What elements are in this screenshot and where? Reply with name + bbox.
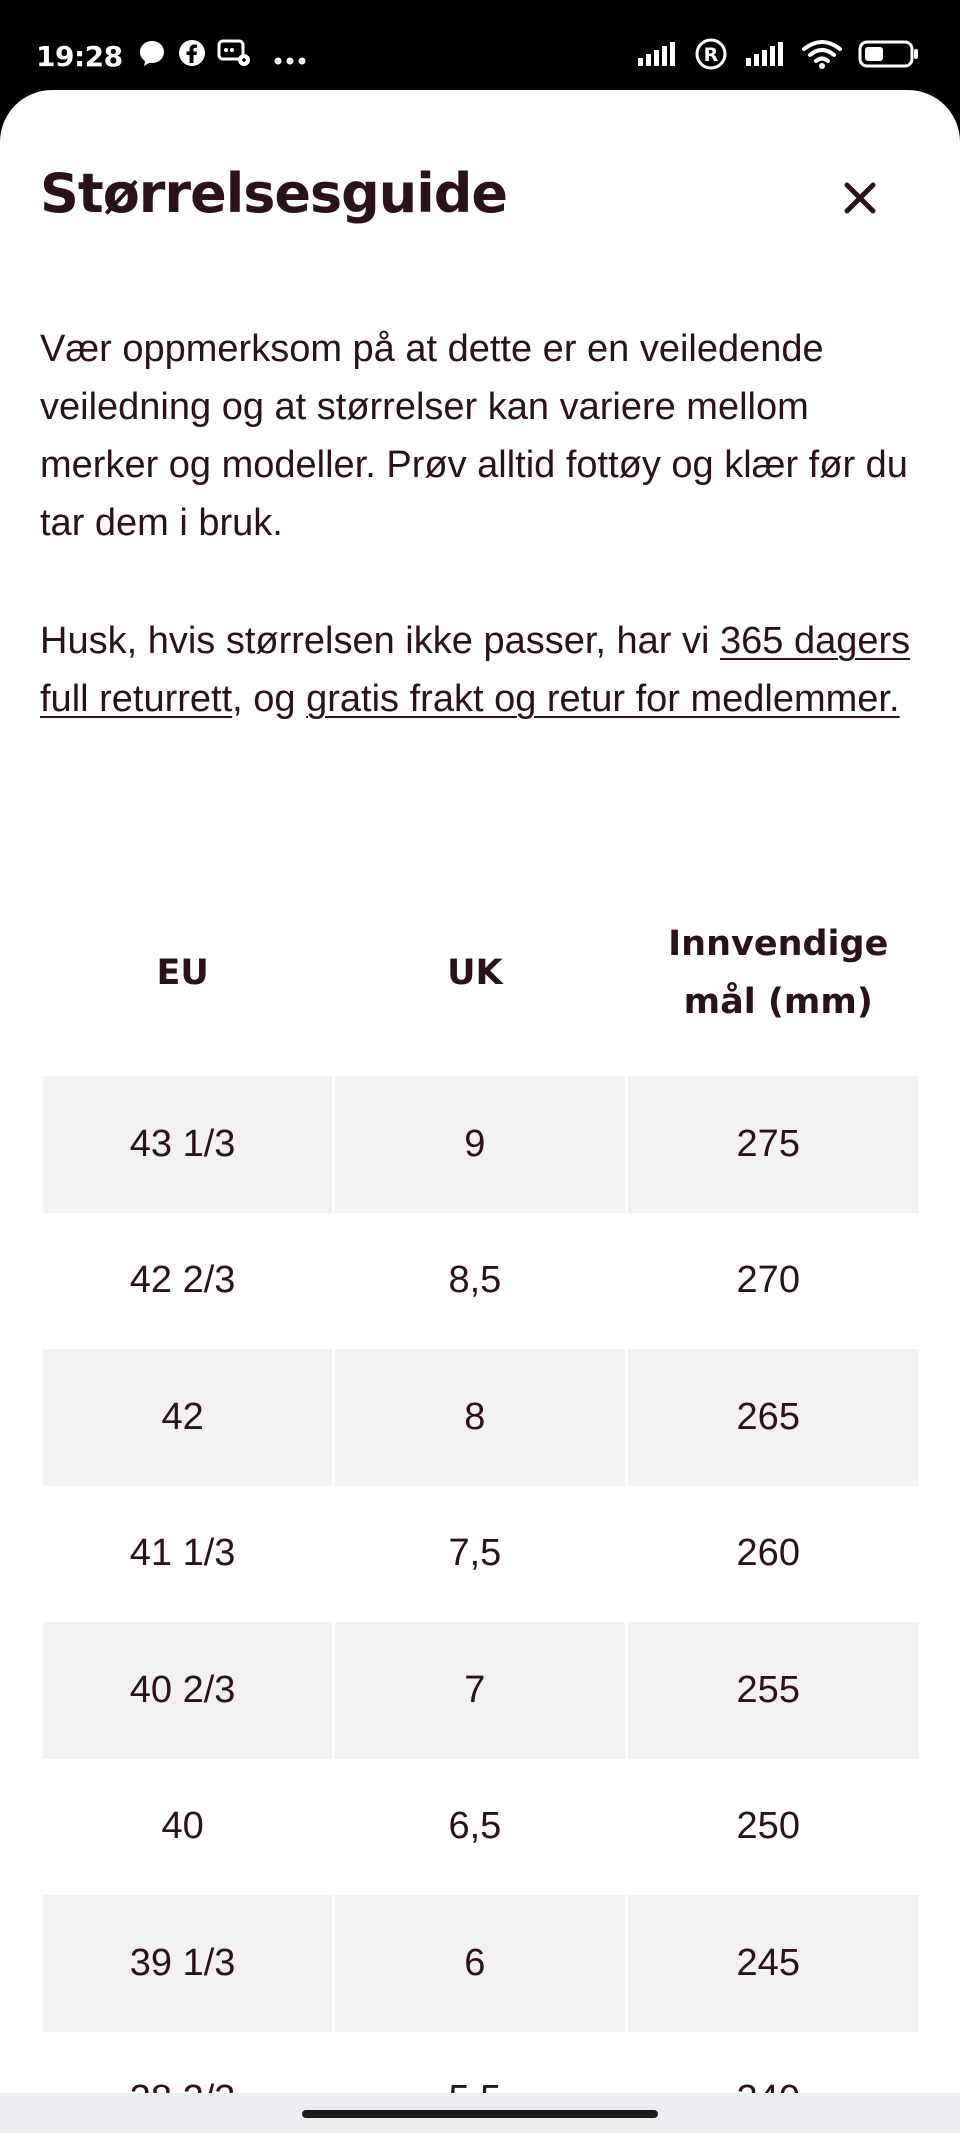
cell-mm: 245 <box>628 1895 920 2032</box>
cell-eu: 43 1/3 <box>43 1076 332 1213</box>
cell-uk: 8,5 <box>335 1213 624 1350</box>
table-row <box>43 1895 919 2032</box>
cell-uk: 6 <box>335 1895 624 2032</box>
status-bar <box>0 0 960 90</box>
table-row <box>43 1486 919 1623</box>
cell-uk: 7 <box>335 1622 624 1759</box>
chat-icon <box>217 38 251 75</box>
cell-uk: 6,5 <box>335 1759 624 1896</box>
cell-eu: 39 1/3 <box>43 1895 332 2032</box>
facebook-icon <box>177 38 207 75</box>
cell-mm: 275 <box>628 1076 920 1213</box>
cell-uk: 7,5 <box>335 1486 624 1623</box>
header-uk: UK <box>447 953 503 993</box>
battery-icon <box>858 39 920 73</box>
table-row <box>43 1076 919 1213</box>
signal-icon <box>744 40 786 72</box>
wifi-icon <box>802 39 842 73</box>
cell-uk: 9 <box>335 1076 624 1213</box>
cell-mm: 265 <box>628 1349 920 1486</box>
status-bar-right <box>636 36 920 76</box>
free-shipping-link[interactable]: gratis frakt og retur for medlemmer. <box>306 678 900 720</box>
messenger-bubble-icon <box>137 38 167 75</box>
more-dots-icon <box>273 40 307 73</box>
intro-text: Vær oppmerksom på at dette er en veiledende veiledning og at størrelser kan variere mellom merker og modeller. Prøv alltid fottøy og klær før du tar dem i bruk. <box>40 328 908 544</box>
header-inner-length: Innvendige mål (mm) <box>668 924 889 1022</box>
table-row <box>43 1349 919 1486</box>
return-prefix: Husk, hvis størrelsen ikke passer, har vi <box>40 620 720 662</box>
cell-mm: 250 <box>628 1759 920 1896</box>
return-policy-link[interactable]: 365 dagers full returrett <box>40 620 911 720</box>
table-row <box>43 1622 919 1759</box>
return-middle: , og <box>232 678 307 720</box>
home-indicator[interactable] <box>302 2110 658 2118</box>
cell-uk: 8 <box>335 1349 624 1486</box>
close-button[interactable] <box>832 170 888 226</box>
registered-icon <box>694 37 728 75</box>
cell-eu: 41 1/3 <box>43 1486 332 1623</box>
signal-icon <box>636 40 678 72</box>
status-bar-left <box>36 36 307 76</box>
return-policy-text <box>40 612 920 728</box>
svg-text:R: R <box>703 44 719 66</box>
table-row <box>43 1213 919 1350</box>
close-icon <box>843 181 877 215</box>
size-guide-sheet <box>0 90 960 2133</box>
size-table <box>40 870 922 2133</box>
navigation-bar <box>0 2093 960 2133</box>
cell-eu: 42 <box>43 1349 332 1486</box>
status-time: 19:28 <box>36 39 123 73</box>
cell-mm: 260 <box>628 1486 920 1623</box>
cell-eu: 40 2/3 <box>43 1622 332 1759</box>
table-row <box>43 1759 919 1896</box>
cell-mm: 255 <box>628 1622 920 1759</box>
cell-eu: 40 <box>43 1759 332 1896</box>
header-eu: EU <box>156 953 209 993</box>
sheet-title: Størrelsesguide <box>40 162 507 225</box>
cell-eu: 42 2/3 <box>43 1213 332 1350</box>
table-header-row <box>43 870 919 1076</box>
cell-mm: 270 <box>628 1213 920 1350</box>
